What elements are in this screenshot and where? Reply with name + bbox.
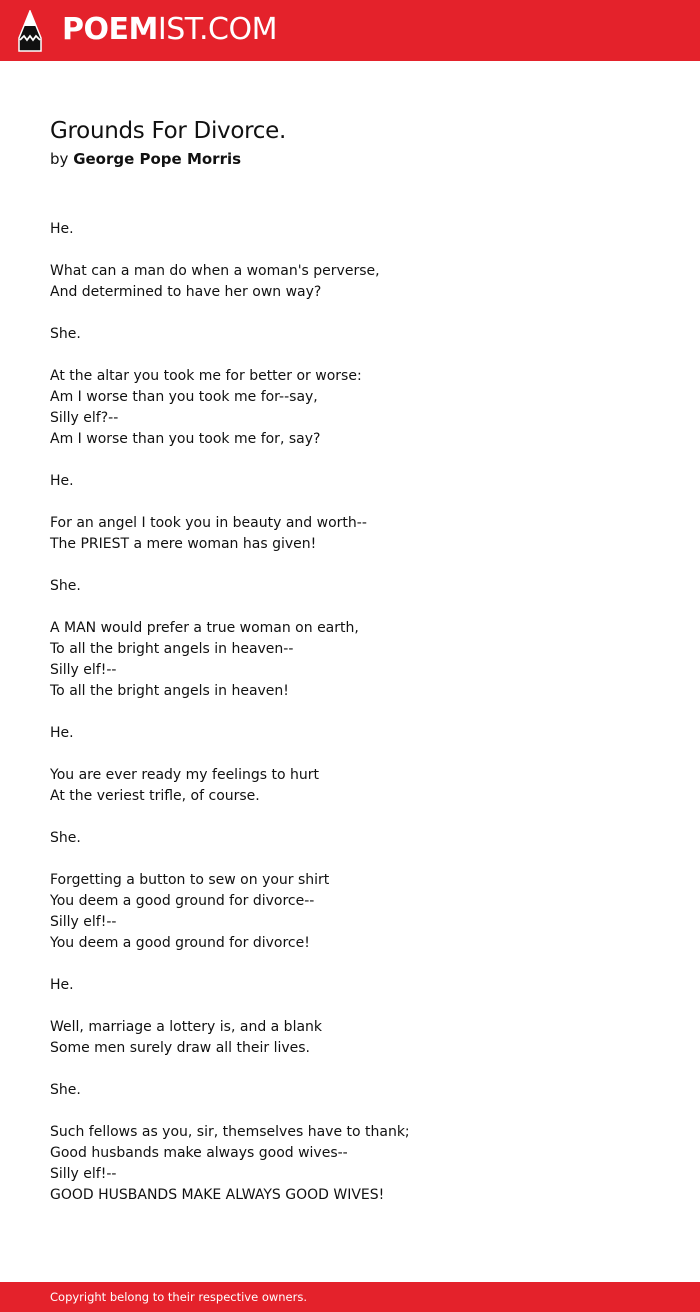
poem-line: She. [50, 1082, 81, 1098]
poem-line: For an angel I took you in beauty and worth-- [50, 515, 367, 531]
poem-line: He. [50, 725, 74, 741]
poem-line: Silly elf?-- [50, 410, 119, 426]
poem-line: At the veriest trifle, of course. [50, 788, 260, 804]
poem-line: At the altar you took me for better or worse: [50, 368, 362, 384]
stanza-gap [50, 597, 650, 618]
poem-line: You are ever ready my feelings to hurt [50, 767, 319, 783]
poem-line: She. [50, 830, 81, 846]
stanza-gap [50, 1059, 650, 1080]
poem-line: And determined to have her own way? [50, 284, 322, 300]
poem-line: The PRIEST a mere woman has given! [50, 536, 317, 552]
poem-line: You deem a good ground for divorce! [50, 935, 310, 951]
poem-body [50, 219, 650, 1206]
stanza-gap [50, 849, 650, 870]
stanza-gap [50, 1101, 650, 1122]
poem-line: Silly elf!-- [50, 662, 117, 678]
poem-title: Grounds For Divorce. [50, 118, 286, 144]
poem-line: Silly elf!-- [50, 914, 117, 930]
brand-bold-text: POEM [62, 12, 158, 47]
poem-line: GOOD HUSBANDS MAKE ALWAYS GOOD WIVES! [50, 1187, 385, 1203]
poem-line: She. [50, 578, 81, 594]
site-header [0, 0, 700, 61]
poem-line: Such fellows as you, sir, themselves have to thank; [50, 1124, 410, 1140]
stanza-gap [50, 345, 650, 366]
stanza-gap [50, 450, 650, 471]
poem-line: Silly elf!-- [50, 1166, 117, 1182]
poem-line: He. [50, 977, 74, 993]
by-label: by [50, 150, 69, 168]
poem-line: Well, marriage a lottery is, and a blank [50, 1019, 323, 1035]
poem-line: Forgetting a button to sew on your shirt [50, 872, 330, 888]
stanza-gap [50, 996, 650, 1017]
poem-line: Some men surely draw all their lives. [50, 1040, 311, 1056]
stanza-gap [50, 303, 650, 324]
pen-nib-icon[interactable] [17, 10, 43, 52]
author-name: George Pope Morris [73, 150, 242, 168]
poem-line: He. [50, 473, 74, 489]
copyright-text: Copyright belong to their respective owners. [50, 1290, 308, 1304]
poem-byline [50, 149, 650, 169]
poem-line: To all the bright angels in heaven! [50, 683, 289, 699]
poem-line: A MAN would prefer a true woman on earth, [50, 620, 359, 636]
poem-line: Am I worse than you took me for, say? [50, 431, 321, 447]
site-footer [0, 1282, 700, 1312]
stanza-gap [50, 807, 650, 828]
poem-line: You deem a good ground for divorce-- [50, 893, 315, 909]
stanza-gap [50, 744, 650, 765]
stanza-gap [50, 240, 650, 261]
stanza-gap [50, 702, 650, 723]
poem-line: To all the bright angels in heaven-- [50, 641, 294, 657]
poem-line: What can a man do when a woman's perverse, [50, 263, 380, 279]
stanza-gap [50, 555, 650, 576]
poem-line: Am I worse than you took me for--say, [50, 389, 318, 405]
stanza-gap [50, 492, 650, 513]
stanza-gap [50, 954, 650, 975]
poem-line: He. [50, 221, 74, 237]
poem-line: Good husbands make always good wives-- [50, 1145, 348, 1161]
poem-line: She. [50, 326, 81, 342]
site-logo-link[interactable] [62, 12, 277, 48]
brand-light-text: IST.COM [157, 12, 277, 47]
